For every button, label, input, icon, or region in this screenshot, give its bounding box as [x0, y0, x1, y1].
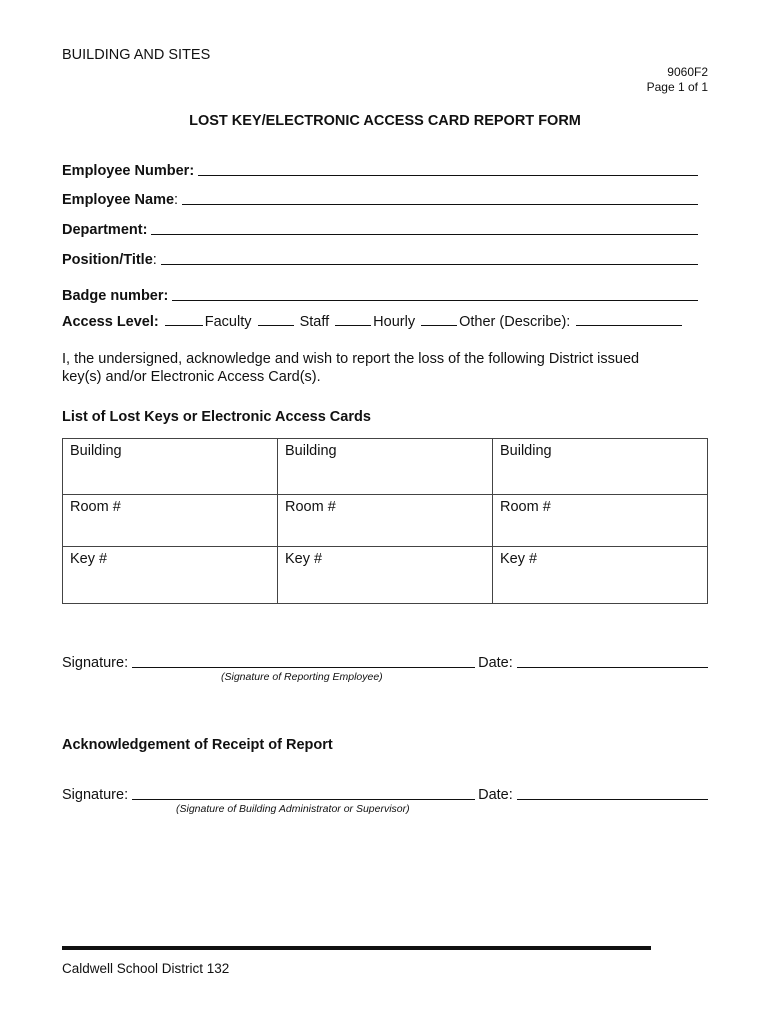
hourly-blank[interactable] [335, 315, 371, 326]
room-cell[interactable]: Room # [278, 495, 493, 547]
other-option: Other (Describe): [459, 314, 571, 330]
access-level-label: Access Level: [62, 314, 159, 330]
list-title: List of Lost Keys or Electronic Access Cards [62, 409, 371, 425]
employee-name-line[interactable] [182, 203, 698, 205]
badge-number-line[interactable] [172, 299, 698, 301]
date-label: Date: [478, 787, 513, 803]
form-title: LOST KEY/ELECTRONIC ACCESS CARD REPORT FORM [189, 113, 581, 129]
department-field[interactable] [62, 218, 698, 238]
position-title-label: Position/Title: [62, 252, 157, 268]
footer-divider [62, 946, 651, 950]
employee-signature-line[interactable] [132, 666, 475, 668]
table-row-key [63, 547, 708, 604]
admin-signature-caption: (Signature of Building Administrator or Supervisor) [176, 803, 410, 815]
page-info: Page 1 of 1 [646, 80, 708, 94]
employee-signature-row [62, 651, 708, 671]
footer-district: Caldwell School District 132 [62, 961, 230, 976]
signature-label: Signature: [62, 787, 129, 803]
acknowledgement-title: Acknowledgement of Receipt of Report [62, 737, 333, 753]
access-level-row [62, 314, 684, 330]
faculty-blank[interactable] [165, 315, 203, 326]
employee-date-line[interactable] [517, 666, 708, 668]
section-header: BUILDING AND SITES [62, 47, 211, 63]
staff-blank[interactable] [258, 315, 294, 326]
signature-label: Signature: [62, 655, 129, 671]
staff-option: Staff [299, 314, 330, 330]
room-cell[interactable]: Room # [493, 495, 708, 547]
key-cell[interactable]: Key # [63, 547, 278, 604]
employee-number-line[interactable] [198, 174, 698, 176]
admin-signature-row [62, 783, 708, 803]
form-code-block [647, 65, 708, 95]
badge-number-label: Badge number: [62, 288, 169, 304]
key-cell[interactable]: Key # [493, 547, 708, 604]
room-cell[interactable]: Room # [63, 495, 278, 547]
employee-number-label: Employee Number: [62, 163, 195, 179]
employee-number-field[interactable] [62, 159, 698, 179]
building-cell[interactable]: Building [493, 439, 708, 495]
building-cell[interactable]: Building [278, 439, 493, 495]
table-row-room [63, 495, 708, 547]
position-title-field[interactable] [62, 248, 698, 268]
badge-number-field[interactable] [62, 284, 698, 304]
building-cell[interactable]: Building [63, 439, 278, 495]
table-row-building [63, 439, 708, 495]
acknowledge-text: I, the undersigned, acknowledge and wish to report the loss of the following District issued key(s) and/or Electronic Access Card(s). [62, 351, 640, 385]
faculty-option: Faculty [204, 314, 252, 330]
employee-signature-caption: (Signature of Reporting Employee) [221, 671, 383, 683]
other-describe-blank[interactable] [576, 315, 682, 326]
admin-signature-line[interactable] [132, 798, 475, 800]
employee-name-label: Employee Name: [62, 192, 179, 208]
lost-keys-table [62, 438, 708, 604]
department-label: Department: [62, 222, 148, 238]
date-label: Date: [478, 655, 513, 671]
other-blank[interactable] [421, 315, 457, 326]
department-line[interactable] [151, 233, 698, 235]
position-title-line[interactable] [161, 263, 698, 265]
form-code: 9060F2 [667, 65, 708, 79]
employee-name-field[interactable] [62, 188, 698, 208]
hourly-option: Hourly [373, 314, 416, 330]
key-cell[interactable]: Key # [278, 547, 493, 604]
admin-date-line[interactable] [517, 798, 708, 800]
